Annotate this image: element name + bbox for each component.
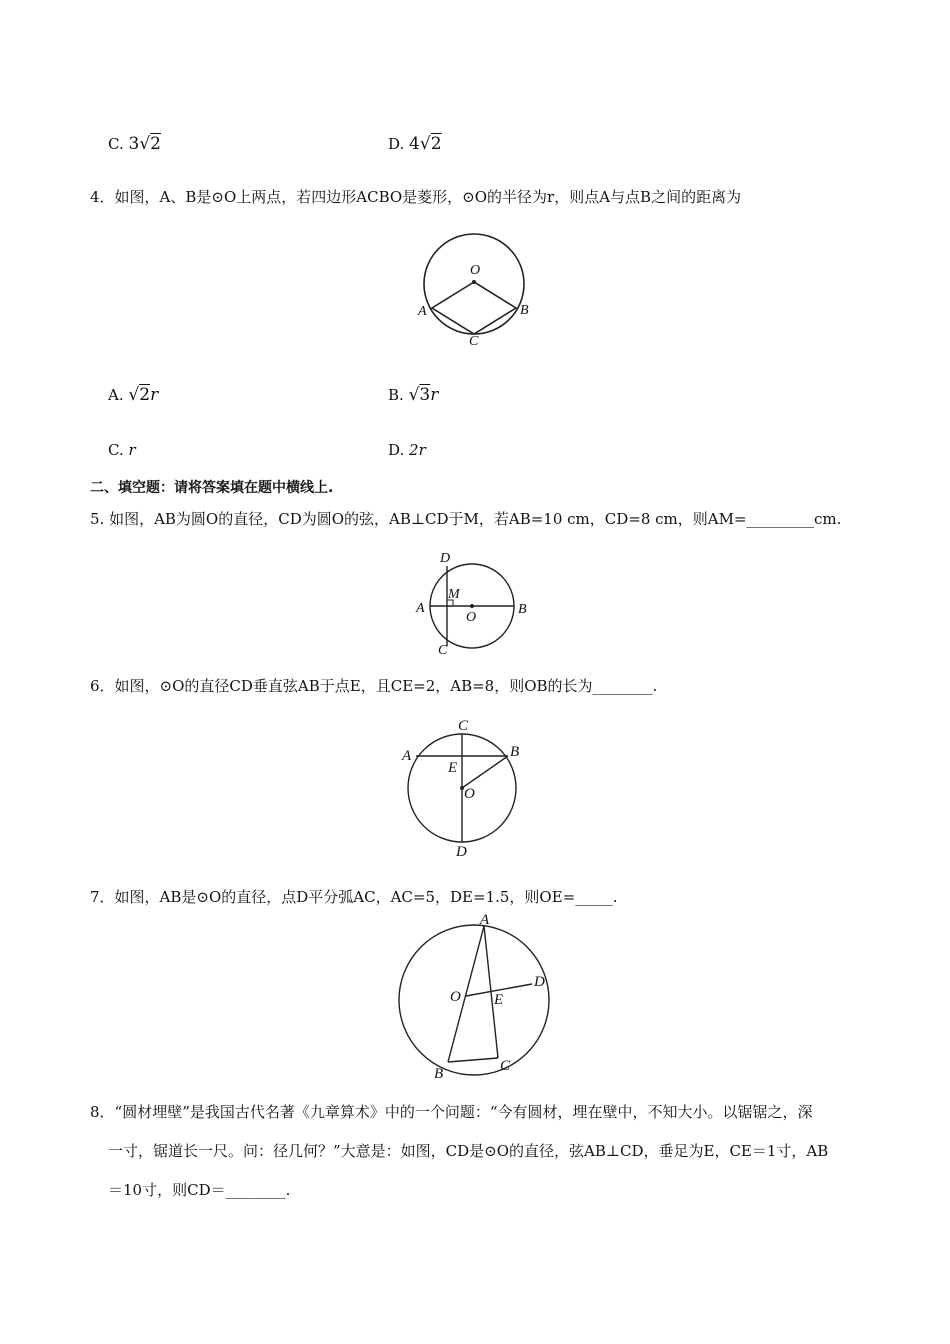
question-5-text: 5. 如图，AB为圆O的直径，CD为圆O的弦，AB⊥CD于M，若AB=10 cm，CD=8 cm，则AM=_________cm.: [90, 510, 842, 528]
radical-expression: 3√2: [128, 134, 161, 154]
q4-figure: [410, 232, 540, 350]
q3-option-c: [108, 134, 161, 154]
q5-label-a: A: [416, 601, 425, 616]
q4-label-a: A: [418, 304, 427, 319]
radical-expression: 4√2: [409, 134, 442, 154]
q5-label-b: B: [518, 602, 527, 617]
q5-label-o: O: [466, 610, 477, 625]
q5-label-c: C: [438, 643, 448, 658]
q5-label-m: M: [448, 587, 460, 602]
option-label: C.: [108, 135, 124, 153]
q6-label-a: A: [402, 748, 412, 764]
radical-expression: √2r: [128, 385, 159, 405]
q5-figure: [410, 546, 540, 658]
option-label: A.: [108, 386, 124, 404]
option-label: D.: [388, 135, 405, 153]
option-label: C.: [108, 441, 124, 459]
question-8-line-1: 8．“圆材埋壁”是我国古代名著《九章算术》中的一个问题：“今有圆材，埋在壁中，不知大小。以锯锯之，深: [90, 1103, 813, 1121]
q7-label-c: C: [500, 1058, 511, 1074]
q6-label-d: D: [456, 844, 467, 860]
q4-option-a: [108, 385, 158, 405]
q7-label-b: B: [434, 1066, 444, 1082]
q7-label-o: O: [450, 989, 461, 1005]
q5-label-d: D: [440, 551, 451, 566]
q7-circle: [399, 925, 549, 1075]
question-4-text: 4．如图，A、B是⊙O上两点，若四边形ACBO是菱形，⊙O的半径为r，则点A与点B之间的距离为: [90, 188, 742, 206]
q7-label-d: D: [534, 974, 545, 990]
q7-chord-bc: [448, 1058, 498, 1062]
q4-label-c: C: [469, 334, 479, 349]
q4-option-c: C. r: [108, 441, 136, 459]
q6-label-b: B: [510, 744, 520, 760]
q4-label-o: O: [470, 263, 481, 278]
q6-label-c: C: [458, 718, 469, 734]
q7-label-e: E: [494, 992, 504, 1008]
q6-segment-ob: [462, 756, 508, 788]
option-label: B.: [388, 386, 404, 404]
q6-figure: [396, 716, 532, 860]
q4-option-b: [388, 385, 438, 405]
q3-option-d: [388, 134, 442, 154]
q4-center-dot: [472, 280, 476, 284]
option-label: D.: [388, 441, 405, 459]
radical-expression: √3r: [408, 385, 439, 405]
question-8-line-3: ＝10寸，则CD＝________.: [108, 1181, 291, 1199]
section-2-title: 二、填空题：请将答案填在题中横线上.: [90, 480, 334, 496]
q4-label-b: B: [520, 303, 529, 318]
q5-center-dot: [470, 604, 474, 608]
question-6-text: 6．如图，⊙O的直径CD垂直弦AB于点E，且CE=2，AB=8，则OB的长为________.: [90, 677, 658, 695]
q4-rhombus: [432, 282, 516, 334]
question-8-line-2: 一寸，锯道长一尺。问：径几何？”大意是：如图，CD是⊙O的直径，弦AB⊥CD，垂足为E，CE＝1寸，AB: [108, 1142, 829, 1160]
q6-label-e: E: [448, 760, 458, 776]
q6-label-o: O: [464, 786, 475, 802]
q7-label-a: A: [480, 912, 490, 928]
q4-option-d: D. 2r: [388, 441, 426, 459]
q7-figure: [390, 912, 560, 1084]
question-7-text: 7．如图，AB是⊙O的直径，点D平分弧AC，AC=5，DE=1.5，则OE=_____.: [90, 888, 618, 906]
